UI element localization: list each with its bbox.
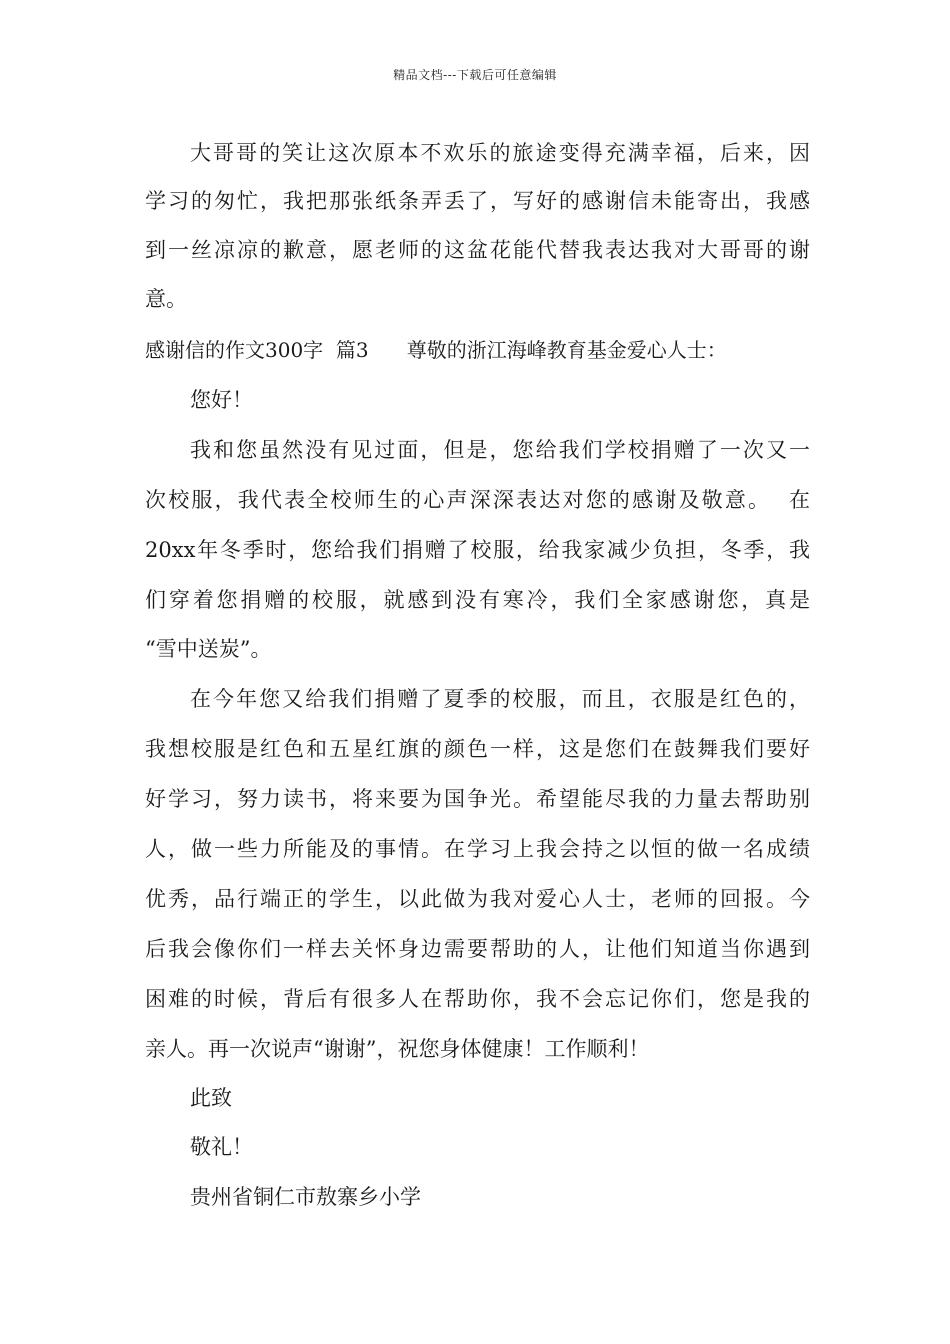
text-line: 学习的匆忙，我把那张纸条弄丢了，写好的感谢信未能寄出，我感: [145, 189, 810, 213]
text-line: 优秀，品行端正的学生，以此做为我对爱心人士，老师的回报。今: [145, 887, 810, 911]
text-line: 大哥哥的笑让这次原本不欢乐的旅途变得充满幸福，后来，因: [190, 141, 810, 165]
signature: 贵州省铜仁市敖寨乡小学: [190, 1185, 421, 1209]
text-line: 我和您虽然没有见过面，但是，您给我们学校捐赠了一次又一: [190, 438, 810, 462]
text-line: 们穿着您捐赠的校服，就感到没有寒冷，我们全家感谢您，真是: [145, 588, 810, 612]
text-line: 在今年您又给我们捐赠了夏季的校服，而且，衣服是红色的，: [190, 687, 810, 711]
section-heading: 感谢信的作文300字 篇3 尊敬的浙江海峰教育基金爱心人士：: [145, 338, 727, 362]
text-line: 20xx年冬季时，您给我们捐赠了校服，给我家减少负担，冬季，我: [145, 538, 810, 562]
text-line: 亲人。再一次说声“谢谢”，祝您身体健康！工作顺利！: [145, 1037, 650, 1061]
closing-line: 此致: [190, 1086, 232, 1110]
text-line: 后我会像你们一样去关怀身边需要帮助的人，让他们知道当你遇到: [145, 937, 810, 961]
greeting: 您好！: [190, 388, 253, 412]
text-line: 困难的时候，背后有很多人在帮助你，我不会忘记你们，您是我的: [145, 987, 810, 1011]
text-line: 次校服，我代表全校师生的心声深深表达对您的感谢及敬意。 在: [145, 488, 810, 512]
text-line: 意。: [145, 287, 187, 311]
text-line: 到一丝凉凉的歉意，愿老师的这盆花能代替我表达我对大哥哥的谢: [145, 238, 810, 262]
closing-salute: 敬礼！: [190, 1135, 253, 1159]
text-line: 人，做一些力所能及的事情。在学习上我会持之以恒的做一名成绩: [145, 837, 810, 861]
page-header: 精品文档---下载后可任意编辑: [393, 68, 557, 82]
text-line: 我想校服是红色和五星红旗的颜色一样，这是您们在鼓舞我们要好: [145, 737, 810, 761]
text-line: 好学习，努力读书，将来要为国争光。希望能尽我的力量去帮助别: [145, 787, 810, 811]
text-line: “雪中送炭”。: [145, 637, 272, 661]
